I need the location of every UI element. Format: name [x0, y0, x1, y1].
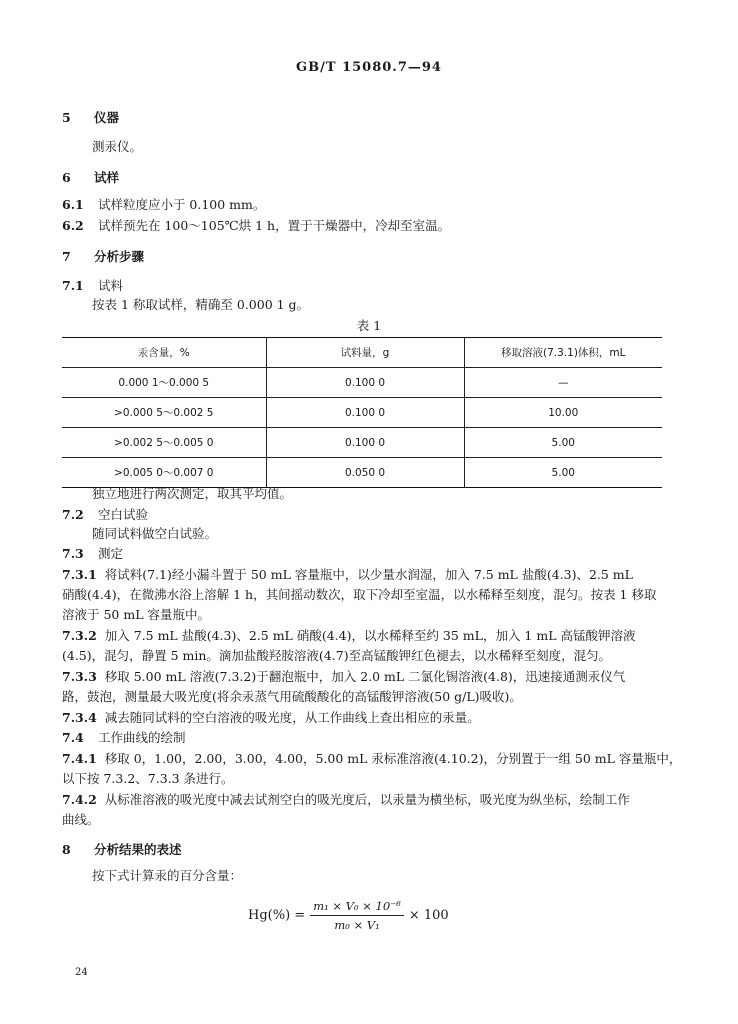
table-header-cell: 试料量，g [266, 338, 464, 368]
formula-lhs: Hg(%) = [248, 907, 306, 923]
clause-text: 将试料(7.1)经小漏斗置于 50 mL 容量瓶中，以少量水润湿，加入 7.5 mL 盐酸(4.3)、2.5 mL [104, 567, 633, 582]
standard-header: GB/T 15080.7—94 [296, 60, 442, 75]
section-6-heading [62, 170, 672, 186]
table-header-row [62, 338, 662, 368]
clause-title: 测定 [97, 546, 123, 561]
table-cell: 0.000 1～0.000 5 [62, 368, 266, 398]
clause-number: 7.4.2 [62, 792, 97, 807]
table-header-cell: 汞含量，% [62, 338, 266, 368]
mercury-formula [248, 895, 449, 935]
clause-number: 7.3.3 [62, 669, 97, 684]
table-header-cell: 移取溶液(7.3.1)体积，mL [464, 338, 662, 368]
table-row [62, 458, 662, 488]
section-title: 试样 [94, 170, 120, 185]
clause-number: 6.2 [62, 218, 84, 233]
clause-7-4-2-line: 曲线。 [62, 812, 100, 827]
clause-7-2-body: 随同试料做空白试验。 [92, 526, 218, 541]
clause-7-3-1-line [62, 567, 672, 583]
table-cell: 0.100 0 [266, 398, 464, 428]
table-cell: 0.050 0 [266, 458, 464, 488]
section-8-body: 按下式计算汞的百分含量： [92, 868, 243, 883]
section-number: 6 [62, 170, 71, 185]
clause-7-4-heading [62, 730, 672, 746]
table-row [62, 398, 662, 428]
clause-number: 7.4.1 [62, 751, 97, 766]
table-cell: 0.100 0 [266, 428, 464, 458]
table-cell: >0.005 0～0.007 0 [62, 458, 266, 488]
page-number: 24 [75, 967, 88, 978]
clause-text: 试样粒度应小于 0.100 mm。 [97, 197, 266, 212]
section-number: 8 [62, 842, 71, 857]
clause-title: 工作曲线的绘制 [97, 730, 186, 745]
clause-7-3-3-line: 路，鼓泡，测量最大吸光度(将余汞蒸气用硫酸酸化的高锰酸钾溶液(50 g/L)吸收)。 [62, 689, 522, 704]
section-7-heading [62, 249, 672, 265]
clause-7-3-1-line: 溶液于 50 mL 容量瓶中。 [62, 607, 210, 622]
table-row [62, 368, 662, 398]
clause-text: 减去随同试料的空白溶液的吸光度，从工作曲线上查出相应的汞量。 [104, 710, 480, 725]
clause-7-4-1-line: 以下按 7.3.2、7.3.3 条进行。 [62, 771, 234, 786]
section-number: 7 [62, 249, 71, 264]
table-cell: 5.00 [464, 428, 662, 458]
section-title: 分析结果的表述 [94, 842, 182, 857]
clause-number: 7.2 [62, 507, 84, 522]
section-5-heading [62, 110, 672, 126]
clause-title: 空白试验 [97, 507, 148, 522]
clause-7-1-body: 按表 1 称取试样，精确至 0.000 1 g。 [92, 297, 310, 312]
table-1 [62, 337, 662, 488]
clause-text: 从标准溶液的吸光度中减去试剂空白的吸光度后，以汞量为横坐标，吸光度为纵坐标，绘制工作 [104, 792, 630, 807]
table-row [62, 428, 662, 458]
section-title: 仪器 [94, 110, 120, 125]
clause-text: 移取 5.00 mL 溶液(7.3.2)于翻泡瓶中，加入 2.0 mL 二氯化锡溶液(4.8)，迅速接通测汞仪气 [104, 669, 626, 684]
clause-7-4-2-line [62, 792, 672, 808]
formula-tail: × 100 [408, 907, 449, 923]
clause-7-2-heading [62, 507, 672, 523]
table-cell: >0.002 5～0.005 0 [62, 428, 266, 458]
clause-number: 7.3.1 [62, 567, 97, 582]
clause-7-4-1-line [62, 751, 682, 767]
clause-title: 试料 [97, 278, 123, 293]
clause-7-3-2-line [62, 628, 672, 644]
clause-text: 试样预先在 100～105℃烘 1 h，置于干燥器中，冷却至室温。 [97, 218, 451, 233]
clause-number: 7.4 [62, 730, 84, 745]
formula-fraction [310, 899, 404, 932]
table-cell: 0.100 0 [266, 368, 464, 398]
clause-6-2 [62, 218, 672, 234]
clause-7-3-3-line [62, 669, 672, 685]
section-8-heading [62, 842, 672, 858]
formula-numerator: m₁ × V₀ × 10⁻⁶ [310, 899, 404, 916]
section-number: 5 [62, 110, 71, 125]
table-caption: 表 1 [356, 318, 382, 333]
clause-number: 7.3.2 [62, 628, 97, 643]
clause-number: 6.1 [62, 197, 84, 212]
clause-7-3-1-line: 硝酸(4.4)，在微沸水浴上溶解 1 h，其间摇动数次，取下冷却至室温，以水稀释至刻度，混匀。按表 1 移取 [62, 587, 657, 602]
section-title: 分析步骤 [94, 249, 145, 264]
clause-6-1 [62, 197, 672, 213]
clause-7-3-4-line [62, 710, 672, 726]
clause-number: 7.3.4 [62, 710, 97, 725]
clause-7-3-heading [62, 546, 672, 562]
table-cell: 5.00 [464, 458, 662, 488]
clause-number: 7.1 [62, 278, 84, 293]
clause-text: 移取 0，1.00，2.00，3.00，4.00，5.00 mL 汞标准溶液(4.10.2)，分别置于一组 50 mL 容量瓶中， [104, 751, 682, 766]
clause-number: 7.3 [62, 546, 84, 561]
section-5-body: 测汞仪。 [92, 139, 143, 154]
clause-7-1-heading [62, 278, 672, 294]
table-cell: 10.00 [464, 398, 662, 428]
clause-7-3-2-line: (4.5)，混匀，静置 5 min。滴加盐酸羟胺溶液(4.7)至高锰酸钾红色褪去，以水稀释至刻度，混匀。 [62, 648, 612, 663]
table-cell: — [464, 368, 662, 398]
clause-text: 加入 7.5 mL 盐酸(4.3)、2.5 mL 硝酸(4.4)，以水稀释至约 35 mL，加入 1 mL 高锰酸钾溶液 [104, 628, 636, 643]
formula-denominator: m₀ × V₁ [334, 917, 380, 932]
table-cell: >0.000 5～0.002 5 [62, 398, 266, 428]
after-table-note: 独立地进行两次测定，取其平均值。 [92, 486, 293, 501]
